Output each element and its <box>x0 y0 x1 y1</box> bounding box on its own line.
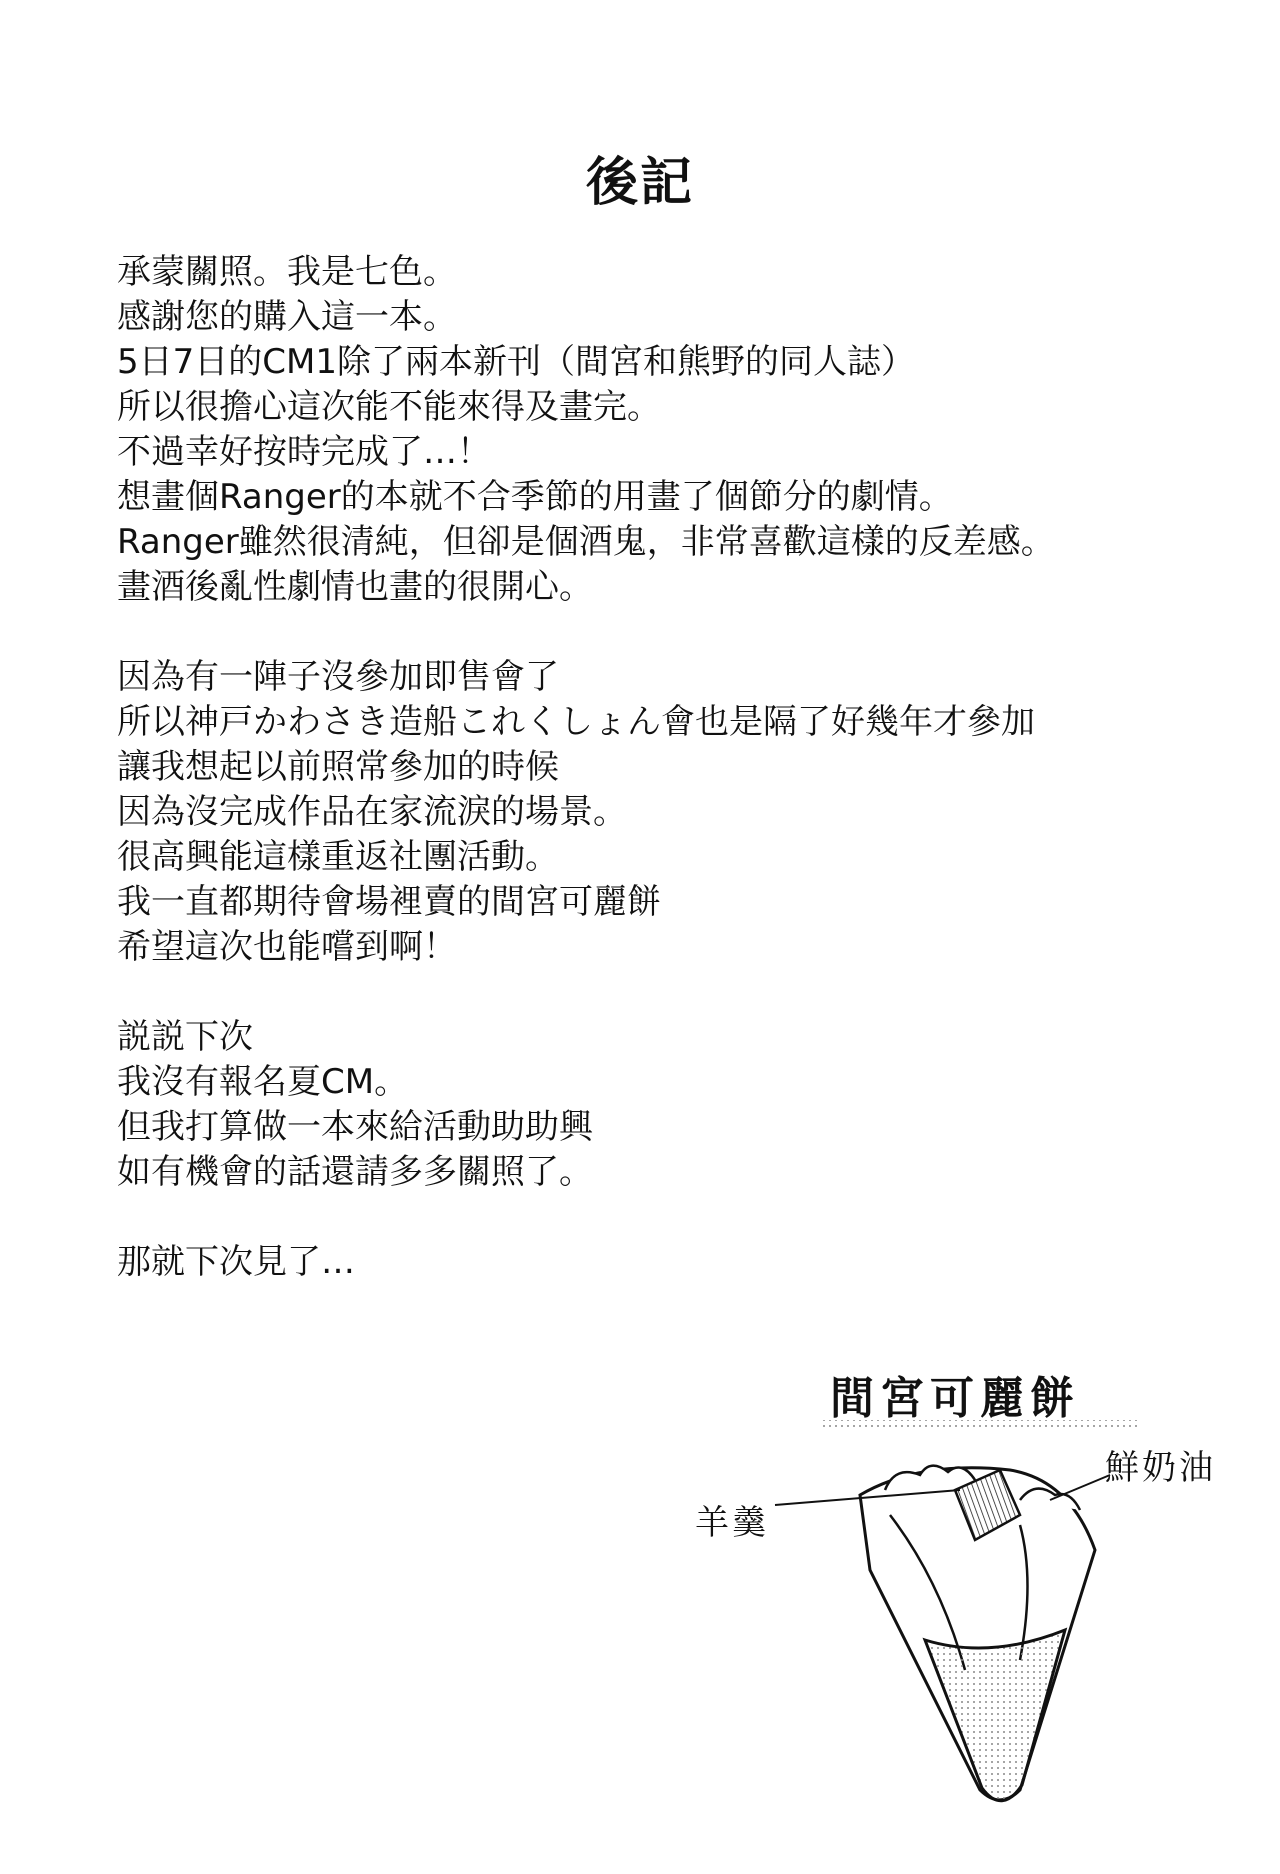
paragraph-gap <box>117 970 1237 1015</box>
text-line: 很高興能這樣重返社團活動。 <box>117 837 559 877</box>
paragraph-gap <box>117 610 1237 655</box>
text-line: 但我打算做一本來給活動助助興 <box>117 1107 593 1147</box>
text-line: 因為有一陣子沒參加即售會了 <box>117 657 559 697</box>
text-line: 希望這次也能嚐到啊！ <box>117 927 457 967</box>
text-line: 説説下次 <box>117 1017 253 1057</box>
text-line: 讓我想起以前照常參加的時候 <box>117 747 559 787</box>
text-line: 那就下次見了… <box>117 1242 355 1282</box>
text-line: 感謝您的購入這一本。 <box>117 297 457 337</box>
text-line: 我沒有報名夏CM。 <box>117 1062 409 1102</box>
text-line: 5日7日的CM1除了兩本新刊（間宮和熊野的同人誌） <box>117 342 915 382</box>
pointer-line <box>1050 1475 1110 1500</box>
crepe-title: 間宮可麗餅 <box>830 1373 1080 1424</box>
paragraph-gap <box>117 1195 1237 1240</box>
text-line: 畫酒後亂性劇情也畫的很開心。 <box>117 567 593 607</box>
crepe-illustration <box>690 1340 1250 1850</box>
text-line: 如有機會的話還請多多關照了。 <box>117 1152 593 1192</box>
text-line: 所以神戸かわさき造船これくしょん會也是隔了好幾年才參加 <box>117 702 1035 742</box>
afterword-text <box>117 250 1237 1285</box>
text-line: 想畫個Ranger的本就不合季節的用畫了個節分的劇情。 <box>117 477 953 517</box>
text-line: 所以很擔心這次能不能來得及畫完。 <box>117 387 661 427</box>
text-line: Ranger雖然很清純，但卻是個酒鬼，非常喜歡這樣的反差感。 <box>117 522 1055 562</box>
text-line: 不過幸好按時完成了…！ <box>117 432 491 472</box>
label-yokan: 羊羹 <box>695 1503 769 1543</box>
text-line: 承蒙關照。我是七色。 <box>117 252 457 292</box>
text-line: 我一直都期待會場裡賣的間宮可麗餅 <box>117 882 661 922</box>
text-line: 因為沒完成作品在家流淚的場景。 <box>117 792 627 832</box>
label-cream: 鮮奶油 <box>1105 1448 1216 1488</box>
page-title: 後記 <box>585 153 694 213</box>
